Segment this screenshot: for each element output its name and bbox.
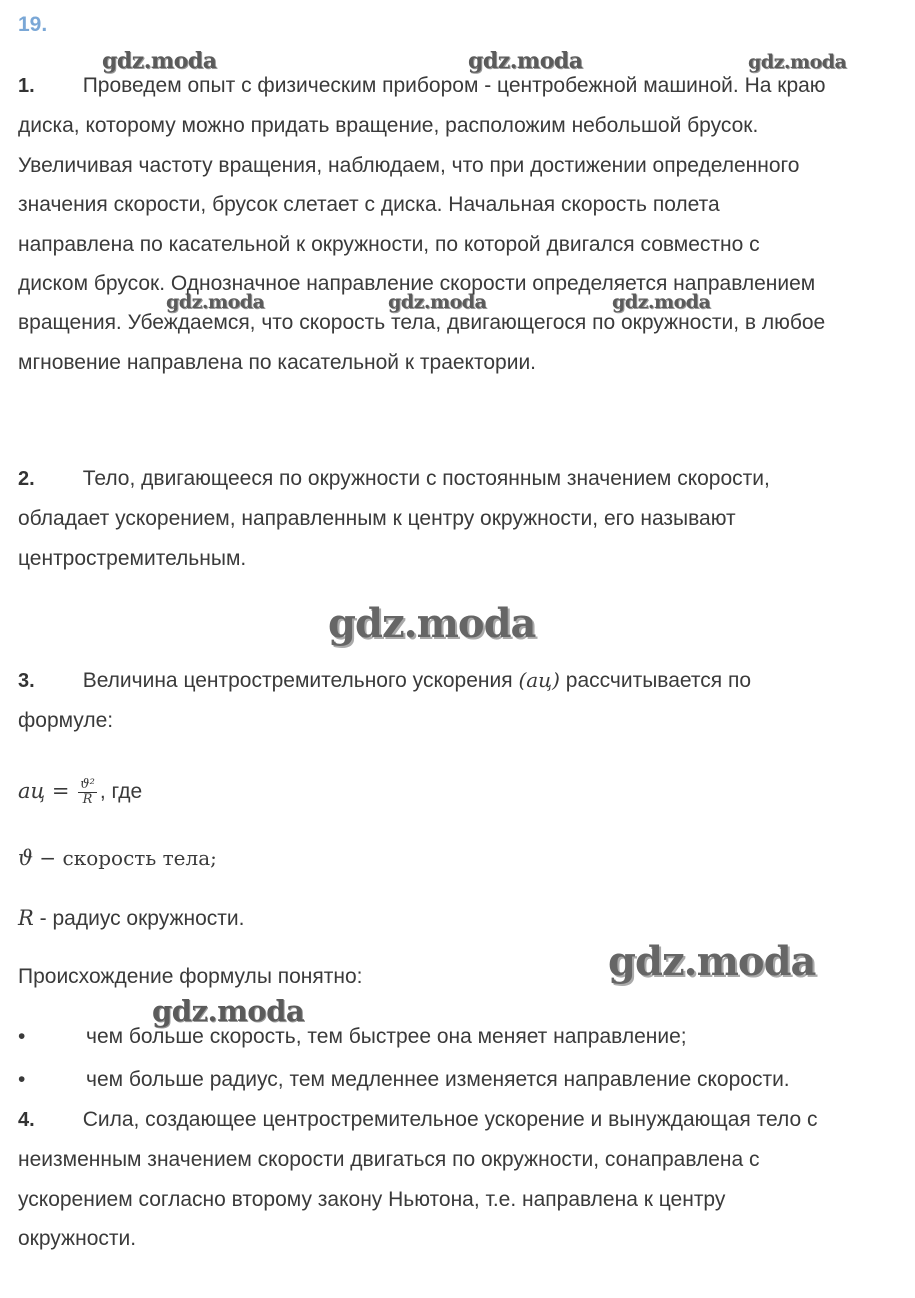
watermark-large: gdz.moda <box>608 938 816 985</box>
paragraph-line: мгновение направлена по касательной к траектории. <box>18 350 537 374</box>
paragraph-line: рассчитывается по <box>565 669 752 692</box>
watermark: gdz.moda <box>388 291 487 313</box>
paragraph-line: неизменным значением скорости двигаться по окружности, сонаправлена с <box>18 1148 760 1172</box>
paragraph-line: Величина центростремительного ускорения <box>82 669 513 692</box>
paragraph-line: Увеличивая частоту вращения, наблюдаем, что при достижении определенного <box>18 153 800 177</box>
watermark: gdz.moda <box>166 291 265 313</box>
radius-symbol: R <box>18 906 34 930</box>
list-item: чем больше скорость, тем быстрее она меняет направление; <box>86 1025 687 1048</box>
bullet-mark: • <box>18 1068 26 1091</box>
section-number: 3. <box>18 670 35 692</box>
section-number: 1. <box>18 75 35 97</box>
formula-tail: , где <box>99 780 143 804</box>
watermark-large: gdz.moda <box>328 600 536 647</box>
paragraph-line: формуле: <box>18 709 114 733</box>
paragraph-line: центростремительным. <box>18 546 247 570</box>
watermark: gdz.moda <box>468 48 583 74</box>
formula-lhs: aц = <box>18 779 70 804</box>
paragraph-line: вращения. Убеждаемся, что скорость тела, двигающегося по окружности, в любое <box>18 311 826 335</box>
definition-velocity <box>18 846 217 871</box>
task-number: 19. <box>18 13 48 36</box>
section-3 <box>18 661 908 741</box>
bullet-mark: • <box>18 1025 26 1048</box>
list-item: чем больше радиус, тем медленнее изменяется направление скорости. <box>86 1068 790 1091</box>
section-number: 2. <box>18 468 35 490</box>
formula <box>18 778 142 807</box>
watermark: gdz.moda <box>748 51 847 73</box>
definition-text: - радиус окружности. <box>33 907 245 930</box>
paragraph-line: значения скорости, брусок слетает с диска. Начальная скорость полета <box>18 193 720 217</box>
paragraph-line: Проведем опыт с физическим прибором - центробежной машиной. На краю <box>82 74 826 97</box>
paragraph-line: ускорением согласно второму закону Ньютона, т.е. направлена к центру <box>18 1187 726 1211</box>
origin-title: Происхождение формулы понятно: <box>18 965 363 988</box>
watermark: gdz.moda <box>612 291 711 313</box>
section-2 <box>18 459 908 578</box>
formula-denominator: R <box>82 792 93 807</box>
velocity-symbol: ϑ <box>18 846 34 870</box>
paragraph-line: Сила, создающее центростремительное ускорение и вынуждающая тело с <box>82 1108 818 1131</box>
paragraph-line: диском брусок. Однозначное направление скорости определяется направлением <box>18 272 816 296</box>
watermark: gdz.moda <box>152 994 305 1028</box>
paragraph-line: обладает ускорением, направленным к центру окружности, его называют <box>18 507 736 531</box>
definition-radius <box>18 906 244 931</box>
paragraph-line: Тело, двигающееся по окружности с постоянным значением скорости, <box>82 467 770 490</box>
watermark: gdz.moda <box>102 48 217 74</box>
formula-fraction <box>78 778 97 807</box>
formula-numerator: ϑ² <box>80 777 95 792</box>
paragraph-line: направлена по касательной к окружности, по которой двигался совместно с <box>18 232 760 256</box>
paragraph-line: диска, которому можно придать вращение, расположим небольшой брусок. <box>18 114 759 138</box>
definition-text: − скорость тела; <box>33 846 217 870</box>
acceleration-symbol: (aц) <box>518 668 560 692</box>
section-1 <box>18 66 908 382</box>
paragraph-line: окружности. <box>18 1227 137 1251</box>
section-4 <box>18 1100 908 1259</box>
section-number: 4. <box>18 1109 35 1131</box>
